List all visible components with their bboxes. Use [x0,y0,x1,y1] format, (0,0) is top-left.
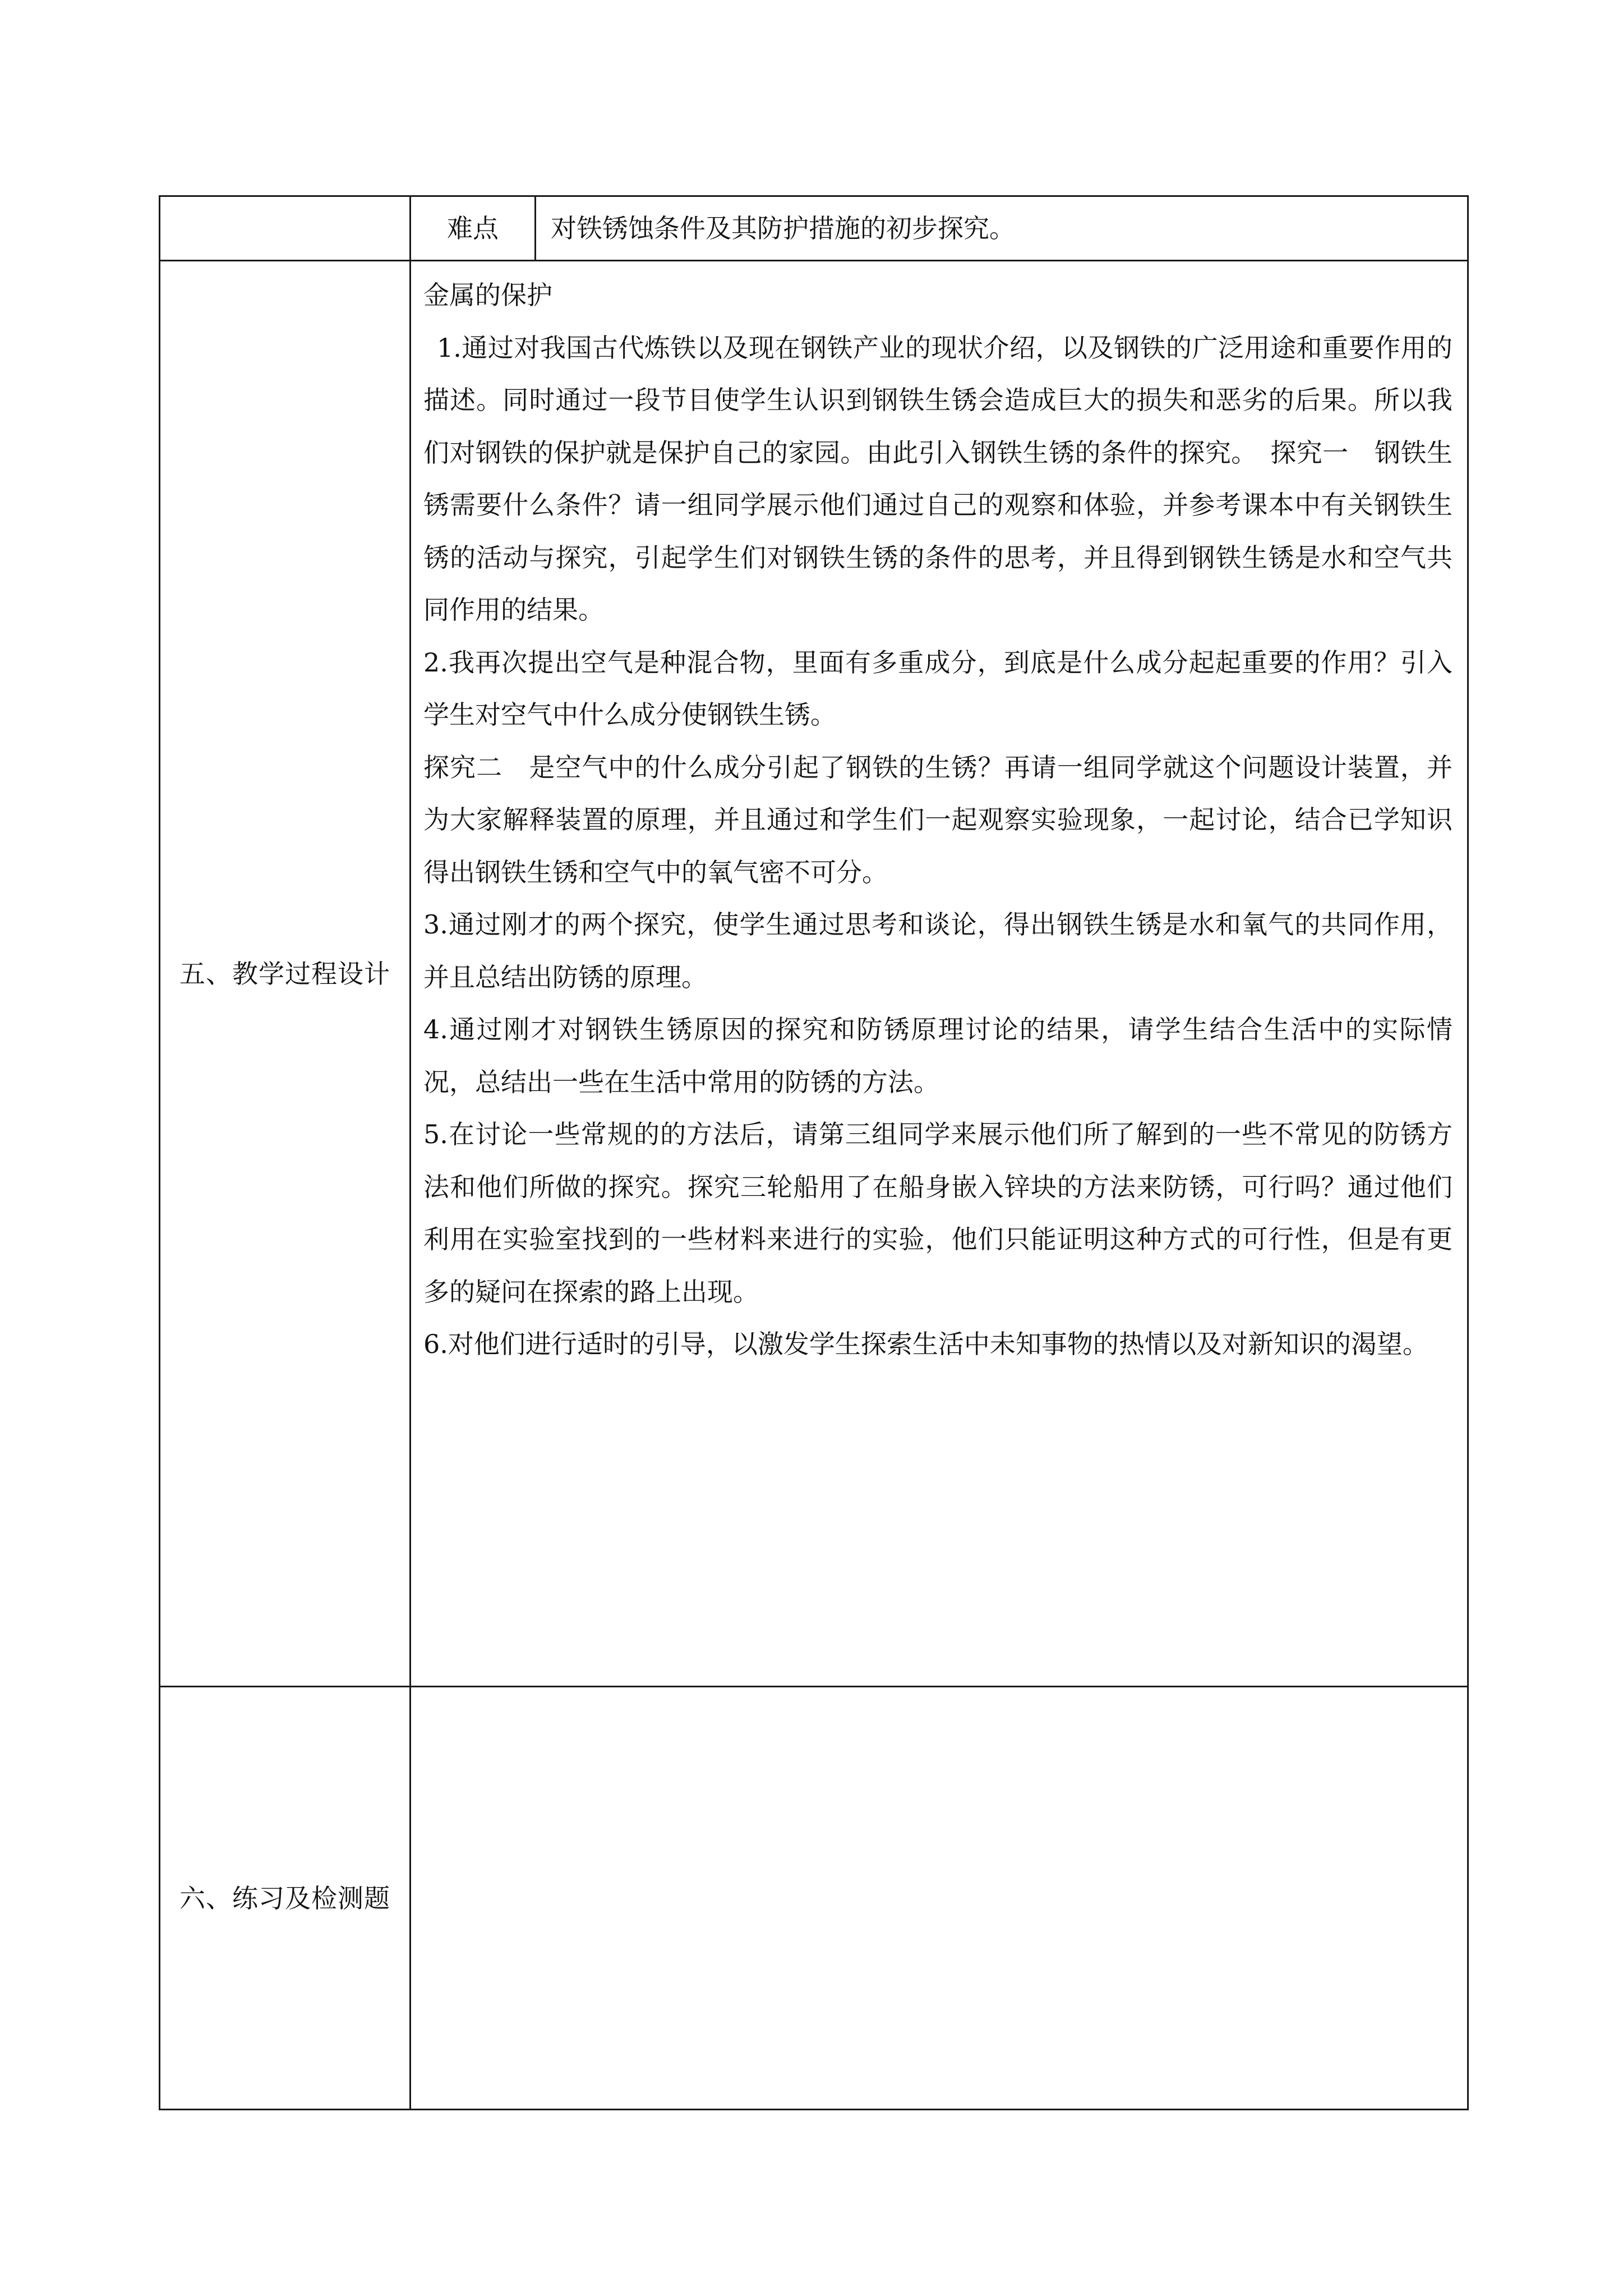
difficulty-sub-label: 难点 [411,196,536,261]
difficulty-content: 对铁锈蚀条件及其防护措施的初步探究。 [536,196,1468,261]
process-paragraph: 探究二 是空气中的什么成分引起了钢铁的生锈？再请一组同学就这个问题设计装置，并为大家解释装置的原理，并且通过和学生们一起观察实验现象，一起讨论，结合已学知识得出钢铁生锈和空气中的氧气密不可分。 [423,752,1453,887]
exercise-row [160,1687,1468,2110]
process-paragraph: 5.在讨论一些常规的的方法后，请第三组同学来展示他们所了解到的一些不常见的防锈方法和他们所做的探究。探究三轮船用了在船身嵌入锌块的方法来防锈，可行吗？通过他们利用在实验室找到的一些材料来进行的实验，他们只能证明这种方式的可行性，但是有更多的疑问在探索的路上出现。 [423,1119,1453,1307]
exercise-label: 六、练习及检测题 [160,1687,411,2110]
lesson-plan-table [159,195,1469,2110]
process-label: 五、教学过程设计 [160,261,411,1687]
process-row [160,261,1468,1687]
difficulty-row [160,196,1468,261]
process-paragraph: 4.通过刚才对钢铁生锈原因的探究和防锈原理讨论的结果，请学生结合生活中的实际情况，总结出一些在生活中常用的防锈的方法。 [423,1014,1453,1097]
process-paragraph: 6.对他们进行适时的引导，以激发学生探索生活中未知事物的热情以及对新知识的渴望。 [423,1329,1428,1359]
process-paragraph: 2.我再次提出空气是种混合物，里面有多重成分，到底是什么成分起起重要的作用？引入学生对空气中什么成分使钢铁生锈。 [423,647,1453,730]
exercise-content [411,1687,1468,2110]
process-heading: 金属的保护 [423,280,552,310]
process-paragraph: 3.通过刚才的两个探究，使学生通过思考和谈论，得出钢铁生锈是水和氧气的共同作用，并且总结出防锈的原理。 [423,909,1453,992]
difficulty-label-cell [160,196,411,261]
process-content [411,261,1468,1687]
process-paragraph: 1.通过对我国古代炼铁以及现在钢铁产业的现状介绍，以及钢铁的广泛用途和重要作用的描述。同时通过一段节目使学生认识到钢铁生锈会造成巨大的损失和恶劣的后果。所以我们对钢铁的保护就是保护自己的家园。由此引入钢铁生锈的条件的探究。 探究一 钢铁生锈需要什么条件？请一组同学展示他们通过自己的观察和体验，并参考课本中有关钢铁生锈的活动与探究，引起学生们对钢铁生锈的条件的思考，并且得到钢铁生锈是水和空气共同作用的结果。 [423,332,1453,625]
